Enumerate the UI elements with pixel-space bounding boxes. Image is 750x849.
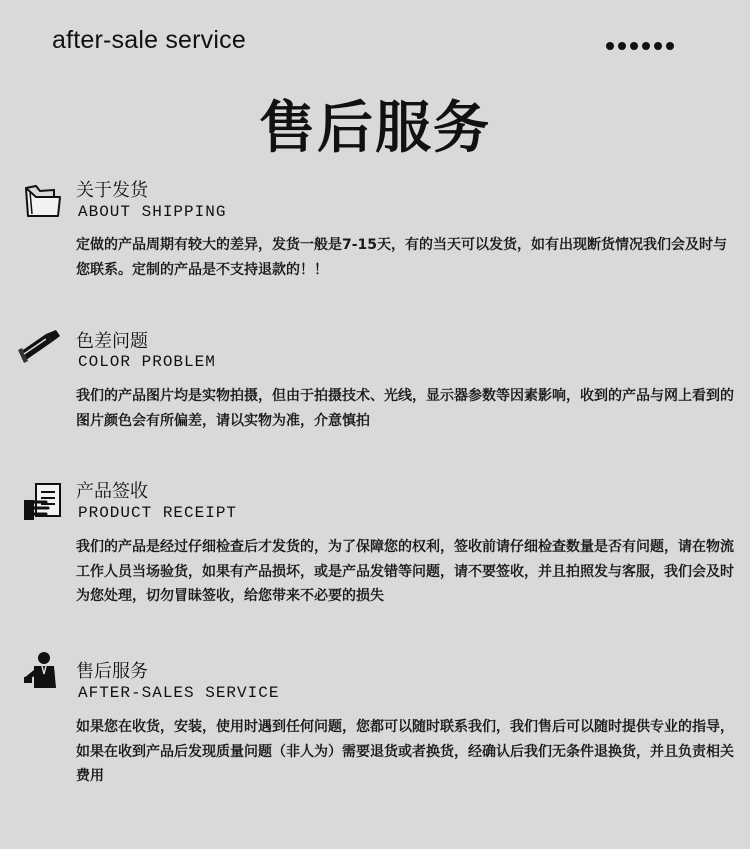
section-title-en: ABOUT SHIPPING (78, 203, 227, 221)
dot (642, 42, 650, 50)
page-title: 售后服务 (259, 96, 491, 161)
section-title-en: PRODUCT RECEIPT (78, 504, 238, 522)
receipt-hand-icon (20, 480, 66, 526)
more-dots-icon[interactable] (606, 42, 674, 50)
dot (606, 42, 614, 50)
section-body: 我们的产品图片均是实物拍摄，但由于拍摄技术、光线，显示器参数等因素影响，收到的产品与网上看到的图片颜色会有所偏差，请以实物为准，介意慎拍 (76, 388, 734, 429)
dot (630, 42, 638, 50)
section-title-en: COLOR PROBLEM (78, 353, 216, 371)
dot (666, 42, 674, 50)
section-title-en: AFTER-SALES SERVICE (78, 684, 280, 702)
section-body: 我们的产品是经过仔细检查后才发货的，为了保障您的权利，签收前请仔细检查数量是否有问题，请在物流工作人员当场验货，如果有产品损坏，或是产品发错等问题，请不要签收，并且拍照发与客服，我们会及时为您处理，切勿冒昧签收，给您带来不必要的损失 (76, 539, 734, 604)
section-body: 定做的产品周期有较大的差异，发货一般是7-15天，有的当天可以发货，如有出现断货情况我们会及时与您联系。定制的产品是不支持退款的！！ (76, 237, 728, 278)
folder-icon (20, 178, 66, 224)
section-title-cn: 色差问题 (76, 331, 148, 352)
dot (654, 42, 662, 50)
paint-tube-icon (16, 326, 66, 372)
header-subtitle: after-sale service (52, 26, 246, 54)
dot (618, 42, 626, 50)
service-person-icon (20, 650, 66, 696)
section-title-cn: 关于发货 (76, 180, 148, 201)
section-title-cn: 售后服务 (76, 661, 148, 682)
section-title-cn: 产品签收 (76, 481, 148, 502)
section-body: 如果您在收货，安装，使用时遇到任何问题，您都可以随时联系我们，我们售后可以随时提供专业的指导，如果在收到产品后发现质量问题（非人为）需要退货或者换货，经确认后我们无条件退换货，并且负责相关费用 (76, 719, 734, 784)
